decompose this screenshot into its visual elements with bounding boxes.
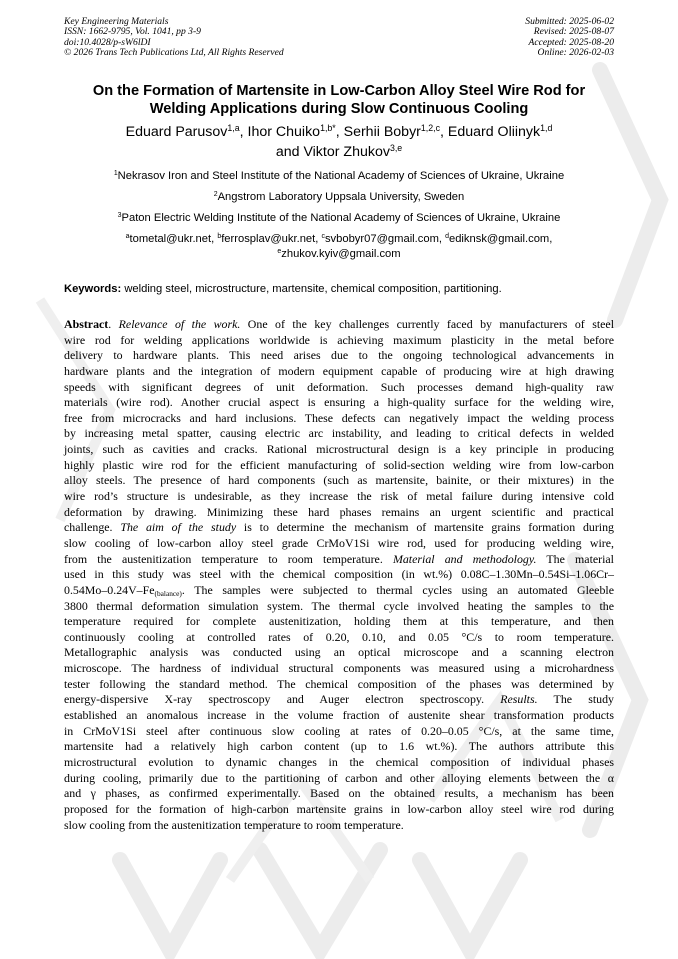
author-affiliation-mark: 1,a — [227, 123, 240, 134]
abstract-line: speeds with significant degrees of unit deformation. Such processes demand high-quality raw — [64, 379, 614, 394]
abstract-line: joints, such as cavities and cracks. Rational microstructural design is a key principle in producing — [64, 442, 614, 457]
paper-title — [55, 82, 623, 118]
email-mark: e — [277, 248, 282, 256]
abstract-line: highly plastic wire rod for the efficient manufacturing of solid-section welding wire from low-carbon — [64, 457, 614, 472]
abstract-line: alloy steels. The presence of hard components (such as martensite, bainite, or their mixtures) in the — [64, 473, 614, 488]
abstract-line: during cooling, primarily due to the partitioning of carbon and other alloying elements between the α — [64, 770, 614, 785]
abstract-line: 3800 thermal deformation simulation system. The thermal cycle involved heating the samples to the — [64, 598, 614, 613]
accepted-date: Accepted: 2025-08-20 — [528, 36, 614, 48]
issn: ISSN: 1662-9795, Vol. 1041, pp 3-9 — [64, 26, 201, 38]
author-name: Viktor Zhukov — [303, 143, 390, 160]
keywords — [64, 282, 624, 296]
abstract-line: by increasing metal spatter, causing electric arc instability, and leading to critical defects in welded — [64, 426, 614, 441]
abstract-line: and γ phases, as confirmed experimentally. Based on the obtained results, a mechanism has been — [64, 786, 614, 801]
author-affiliation-mark: 1,d — [540, 123, 553, 134]
abstract-line: tester following the standard method. The chemical composition of the phases was determined by — [64, 676, 614, 691]
abstract-line: slow cooling from the austenitization temperature to room temperature. — [64, 817, 404, 832]
doi: doi:10.4028/p-sW6lDI — [64, 36, 151, 48]
abstract-line: in CrMoV1Si steel after continuous slow cooling at rates of 0.20–0.05 °C/s, at the same time, — [64, 723, 614, 738]
email-link[interactable]: ferrosplav@ukr.net — [221, 233, 316, 245]
affiliation-mark: 2 — [213, 191, 218, 199]
author-emails: $^a$tometal@ukr.net, $^b$ferrosplav@ukr.net, $^c$svbobyr07@gmail.com, $^d$ediknsk@gmail.com, $^e$zhukov.kyiv@gmail.com — [125, 233, 553, 261]
email-link[interactable]: svbobyr07@gmail.com — [324, 233, 439, 245]
affiliation — [40, 169, 638, 183]
author-list — [55, 123, 623, 162]
email-mark: c — [321, 233, 325, 241]
abstract-line: free from microcracks and hard inclusions. These defects can negatively impact the welding process — [64, 410, 614, 425]
abstract-line: delivery to hardware plants. This need arises due to the ongoing technological advancements in — [64, 348, 614, 363]
affiliation-text: Angstrom Laboratory Uppsala University, Sweden — [217, 191, 465, 203]
author-name: Eduard Parusov — [125, 124, 228, 140]
affiliation — [40, 190, 638, 204]
abstract-line: challenge. The aim of the study is to determine the mechanism of martensite grains formation during — [64, 520, 615, 535]
dates-info — [525, 17, 614, 59]
abstract-line: energy-dispersive X-ray spectroscopy and Auger electron spectroscopy. Results. The study — [64, 692, 614, 707]
journal-info — [64, 17, 284, 59]
keywords-label: Keywords: — [64, 283, 122, 295]
author-name: Serhii Bobyr — [343, 124, 421, 140]
abstract-line: martensite had a relatively high carbon content (up to 1.6 wt.%). The authors attribute this — [64, 739, 614, 754]
journal-name: Key Engineering Materials — [64, 16, 169, 27]
abstract-line: wire rod’s structure is undesirable, as they increase the risk of metal failure during intensive cold — [64, 489, 614, 504]
abstract-line: wire rod for welding applications worldwide is achieving maximum plasticity in the metal before — [64, 332, 614, 347]
abstract-line: microstructural evolution to dynamic changes in the chemical composition of individual phases — [64, 754, 614, 769]
email-link[interactable]: tometal@ukr.net — [129, 233, 212, 245]
keywords-text: welding steel, microstructure, martensite, chemical composition, partitioning. — [124, 283, 502, 295]
title-line-2: Welding Applications during Slow Continuous Cooling — [149, 101, 529, 117]
email-separator: , — [315, 233, 322, 245]
author-separator: , — [239, 124, 248, 140]
abstract-line: continuously cooling at controlled rates of 0.20, 0.10, and 0.05 °C/s to room temperature. — [64, 629, 614, 644]
author-affiliation-mark: 3,e — [389, 142, 403, 153]
affiliation-text: Paton Electric Welding Institute of the National Academy of Sciences of Ukraine, Ukraine — [121, 212, 561, 224]
abstract-line: proposed for the formation of high-carbon martensite grains in low-carbon alloy steel wire rod during — [64, 801, 614, 816]
author-name: Ihor Chuiko — [247, 124, 321, 140]
email-separator: , — [211, 233, 218, 245]
author-conjunction: and — [275, 143, 304, 160]
abstract-line: temperature required for complete austenitization, holding them at this temperature, and then — [64, 614, 614, 629]
abstract-line: slow cooling of low-carbon alloy steel grade CrMoV1Si wire rod, used for producing welding wire, — [64, 535, 614, 550]
revised-date: Revised: 2025-08-07 — [533, 26, 614, 38]
author-affiliation-mark: 1,2,c — [420, 123, 440, 134]
affiliation — [40, 211, 638, 225]
email-mark: d — [445, 233, 449, 241]
abstract-line: used in this study was steel with the chemical composition (in wt.%) 0.08C–1.30Mn–0.54Si–1.06Cr– — [64, 567, 614, 582]
email-link[interactable]: ediknsk@gmail.com — [448, 233, 550, 245]
author-separator: , — [439, 124, 448, 140]
abstract — [64, 317, 614, 833]
email-link[interactable]: zhukov.kyiv@gmail.com — [281, 248, 401, 261]
email-separator: , — [438, 233, 446, 245]
affiliation-mark: 1 — [113, 170, 118, 178]
abstract-line: established an anomalous increase in the volume fraction of austenite shear transformation products — [64, 708, 614, 723]
abstract-line: from the austenitization temperature to room temperature. Material and methodology. The material — [64, 551, 614, 566]
author-name: Eduard Oliinyk — [447, 124, 541, 140]
email-mark: a — [125, 233, 130, 241]
abstract-line: deformation by drawing. Minimizing these hard phases remains an urgent scientific and practical — [64, 504, 614, 519]
title-line-1: On the Formation of Martensite in Low-Carbon Alloy Steel Wire Rod for — [92, 83, 586, 99]
abstract-line: microscope. The hardness of individual structural components was measured using a microhardness — [64, 661, 614, 676]
abstract-line: Metallographic analysis was conducted using an optical microscope and a scanning electron — [64, 645, 614, 660]
submitted-date: Submitted: 2025-06-02 — [525, 16, 614, 27]
copyright: © 2026 Trans Tech Publications Ltd, All Rights Reserved — [64, 47, 284, 59]
affiliation-mark: 3 — [117, 212, 122, 220]
abstract-line: materials (wire rod). Another crucial aspect is ensuring a high-quality surface for the welding wire, — [64, 395, 614, 410]
affiliation-text: Nekrasov Iron and Steel Institute of the National Academy of Sciences of Ukraine, Ukraine — [117, 170, 565, 182]
email-mark: b — [217, 233, 222, 241]
author-separator: , — [335, 124, 344, 140]
abstract-line: $0.54Mo-0.24V-Fe_{(balance)}$. The samples were subjected to thermal cycles using an automated Gleeble — [64, 582, 614, 598]
author-affiliation-mark: 1,b* — [320, 123, 336, 134]
abstract-line: hardware plants and the integration of modern equipment capable of producing wire at high drawing — [64, 363, 614, 378]
online-date: Online: 2026-02-03 — [537, 47, 614, 59]
abstract-line: Abstract. Relevance of the work. One of the key challenges currently faced by manufacturers of steel — [64, 317, 614, 331]
